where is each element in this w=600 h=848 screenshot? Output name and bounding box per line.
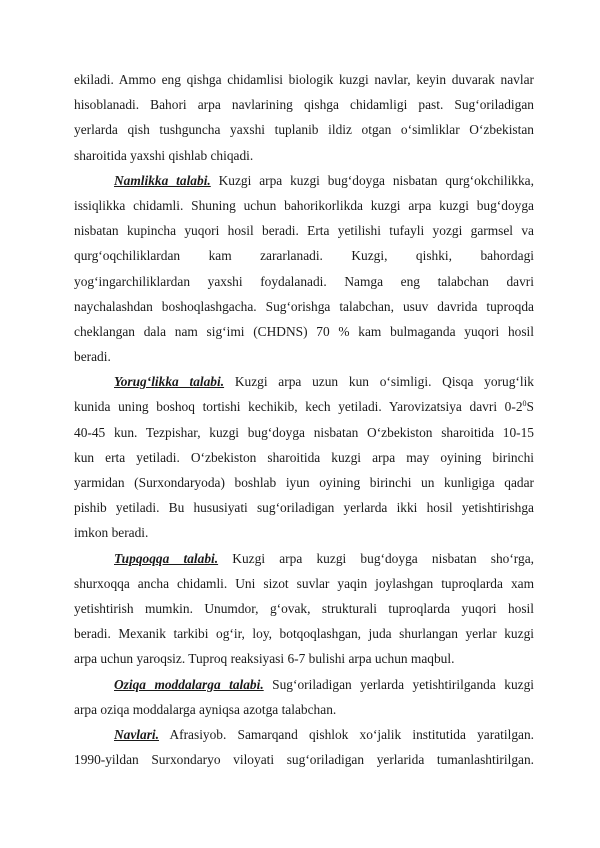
line-text: pishib yetiladi. Bu hususiyati sug‘oriladigan yerlarda ikki hosil yetishtirishga (74, 500, 534, 516)
line-text: yetishtirish mumkin. Unumdor, g‘ovak, strukturali tuproqlarda yuqori hosil (74, 600, 534, 616)
line-text: Kuzgi arpa uzun kun o‘simligi. Qisqa yorug‘lik (224, 374, 534, 390)
text-line (74, 445, 534, 470)
text-line (74, 193, 534, 218)
text-line (74, 571, 534, 596)
section-heading-line (74, 722, 534, 747)
line-text: 1990-yildan Surxondaryo viloyati sug‘oriladigan yerlarida tumanlashtirilgan. (74, 752, 534, 768)
section-heading-line (74, 168, 534, 193)
text-line (74, 621, 534, 646)
line-text: Kuzgi arpa kuzgi bug‘doyga nisbatan qurg‘okchilikka, (210, 172, 534, 188)
text-line (74, 243, 534, 268)
text-line (74, 344, 534, 369)
line-text: arpa oziqa moddalarga ayniqsa azotga talabchan. (74, 701, 337, 717)
text-line (74, 495, 534, 520)
text-line (74, 117, 534, 142)
section-heading: Navlari. (114, 726, 160, 742)
line-text: qurg‘oqchiliklardan kam zararlanadi. Kuzgi, qishki, bahordagi (74, 248, 534, 264)
line-text: imkon beradi. (74, 525, 149, 541)
text-line (74, 697, 534, 722)
section-heading-line (74, 672, 534, 697)
line-text: ekiladi. Ammo eng qishga chidamlisi biologik kuzgi navlar, keyin duvarak navlar (74, 72, 534, 87)
superscript: 0 (522, 399, 527, 409)
line-text: yog‘ingarchiliklardan yaxshi foydalanadi. Namga eng talabchan davri (74, 273, 534, 289)
line-text: beradi. Mexanik tarkibi og‘ir, loy, botqoqlashgan, juda shurlangan yerlar kuzgi (74, 626, 534, 642)
section-heading: Oziqa moddalarga talabi. (114, 676, 264, 692)
section-heading-line (74, 369, 534, 394)
line-text: yarmidan (Surxondaryoda) boshlab iyun oyining birinchi un kunligiga qadar (74, 475, 534, 490)
line-text-suffix: S (526, 399, 534, 415)
line-text: yerlarda qish tushguncha yaxshi tuplanib ildiz otgan o‘simliklar O‘zbekistan (74, 122, 534, 138)
line-text: naychalashdan boshoqlashgacha. Sug‘orishga talabchan, usuv davrida tuproqda (74, 298, 534, 314)
line-text: Kuzgi arpa kuzgi bug‘doyga nisbatan sho‘rga, (218, 550, 534, 566)
section-heading-line (74, 546, 534, 571)
line-text: Afrasiyob. Samarqand qishlok xo‘jalik institutida yaratilgan. (159, 726, 534, 742)
section-heading: Namlikka talabi. (114, 172, 211, 188)
line-text: kun erta yetiladi. O‘zbekiston sharoitida kuzgi arpa may oyining birinchi (74, 449, 534, 465)
line-text: shurxoqqa ancha chidamli. Uni sizot suvlar yaqin joylashgan tuproqlarda xam (74, 575, 534, 591)
text-line (74, 143, 534, 168)
line-text: beradi. (74, 349, 111, 365)
line-text: hisoblanadi. Bahori arpa navlarining qishga chidamligi past. Sug‘oriladigan (74, 97, 534, 113)
text-line (74, 747, 534, 772)
text-line (74, 520, 534, 545)
line-text: cheklangan dala nam sig‘imi (CHDNS) 70 % kam bulmaganda yuqori hosil (74, 323, 534, 339)
text-line (74, 319, 534, 344)
line-text: nisbatan kupincha yuqori hosil beradi. Erta yetilishi tufayli yozgi garmsel va (74, 223, 534, 239)
text-line (74, 92, 534, 117)
text-line (74, 269, 534, 294)
text-line (74, 294, 534, 319)
line-text: Sug‘oriladigan yerlarda yetishtirilganda kuzgi (263, 676, 534, 692)
text-line (74, 218, 534, 243)
text-line (74, 67, 534, 92)
text-line (74, 596, 534, 621)
line-text: arpa uchun yaroqsiz. Tuproq reaksiyasi 6-7 bulishi arpa uchun maqbul. (74, 651, 455, 667)
line-text: 40-45 kun. Tezpishar, kuzgi bug‘doyga nisbatan O‘zbekiston sharoitida 10-15 (74, 424, 534, 440)
section-heading: Yorug‘likka talabi. (114, 374, 225, 390)
line-text: sharoitida yaxshi qishlab chiqadi. (74, 147, 254, 163)
line-text: issiqlikka chidamli. Shuning uchun bahorikorlikda kuzgi arpa kuzgi bug‘doyga (74, 197, 534, 213)
text-line (74, 394, 534, 419)
text-line (74, 646, 534, 671)
text-line (74, 470, 534, 495)
text-line (74, 420, 534, 445)
line-text: kunida uning boshoq tortishi kechikib, kech yetiladi. Yarovizatsiya davri 0-2 (74, 399, 523, 415)
section-heading: Tupqoqqa talabi. (114, 550, 219, 566)
